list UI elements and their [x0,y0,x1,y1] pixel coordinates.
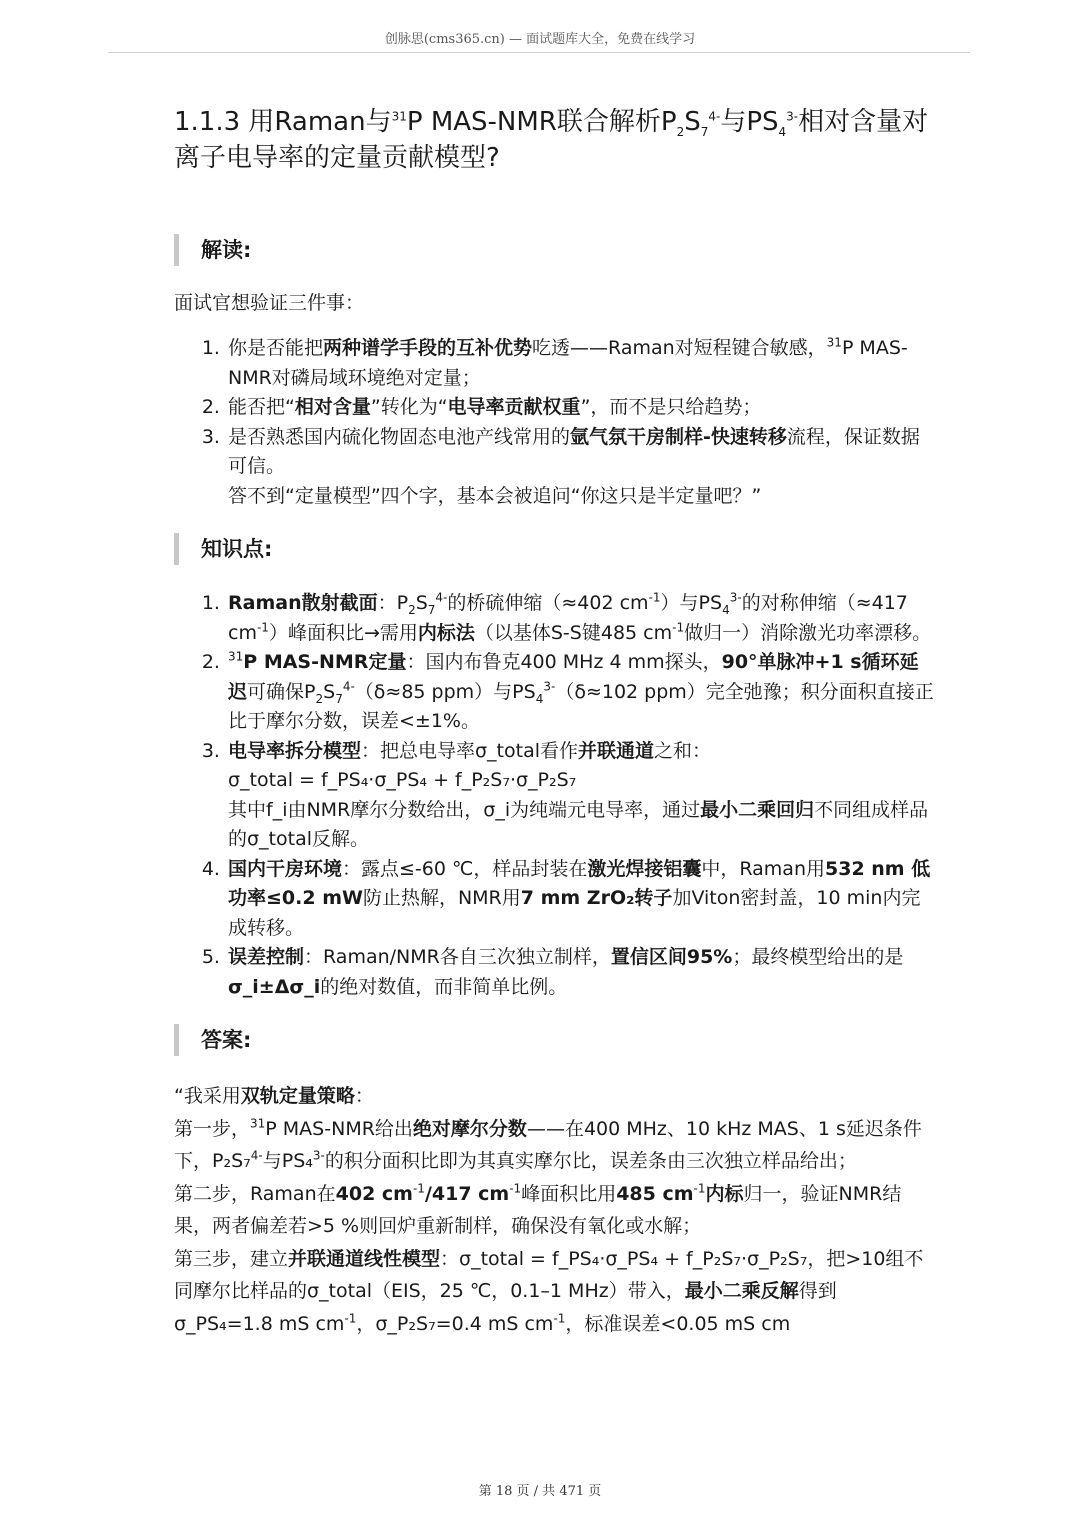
list-item: 1. 你是否能把两种谱学手段的互补优势吃透——Raman对短程键合敏感，$^{31}$P MAS-NMR对磷局域环境绝对定量； [226,334,934,393]
document-body [174,104,934,1340]
list-item: 2. 能否把“相对含量”转化为“电导率贡献权重”，而不是只给趋势； [226,393,934,423]
list-item: 3. 电导率拆分模型：把总电导率σ_total看作并联通道之和： σ_total = f_PS₄·σ_PS₄ + f_P₂S₇·σ_P₂S₇ 其中f_i由NMR摩尔分数给出，σ_i为纯端元电导率，通过最小二乘回归不同组成样品的σ_total反解。 [226,737,934,855]
header-divider [108,52,970,53]
list-item: 2. $^{31}$P MAS-NMR定量：国内布鲁克400 MHz 4 mm探头，90°单脉冲+1 s循环延迟可确保$P_2S_7^{4-}(\delta\approx 85$ ppm）与$PS_4^{3-}(\delta\approx 102$ ppm）完全弛豫；积分面积直接正比于摩尔分数，误差<±1%。 [226,648,934,737]
interpretation-list [174,334,934,511]
page-number: 第 18 页 / 共 471 页 [478,1484,602,1499]
intro-text: 面试官想验证三件事： [174,292,365,314]
list-item: 5. 误差控制：Raman/NMR各自三次独立制样，置信区间95%；最终模型给出的是σ_i±Δσ_i的绝对数值，而非简单比例。 [226,943,934,1002]
list-item: 3. 是否熟悉国内硫化物固态电池产线常用的氩气氛干房制样-快速转移流程，保证数据可信。 答不到“定量模型”四个字，基本会被追问“你这只是半定量吧？” [226,423,934,512]
page-header: 创脉思(cms365.cn) — 面试题库大全，免费在线学习 [384,32,696,47]
knowledge-list [174,589,934,1002]
answer-text: “我采用双轨定量策略： 第一步，$^{31}$P MAS-NMR给出绝对摩尔分数——在400 MHz、10 kHz MAS、1 s延迟条件下，P₂S₇$^{4-}$与PS₄$^{3-}$的积分面积比即为其真实摩尔比，误差条由三次独立样品给出； 第二步，Raman在402 $cm^{-1}/417$ $cm^{-1}$峰面积比用485 $cm^{-1}$内标归一，验证NMR结果，两者偏差若>5 %则回炉重新制样，确保没有氧化或水解； 第三步，建立并联通道线性模型：σ_total = f_PS₄·σ_PS₄ + f_P₂S₇·σ_P₂S₇，把>10组不同摩尔比样品的σ_total（EIS，25 ℃，0.1–1 MHz）带入，最小二乘反解得到σ_PS₄=1.8 mS $cm^{-1}$，σ_P₂S₇=0.4 mS $cm^{-1}$，标准误差<0.05 mS cm [174,1085,924,1335]
section-heading-interpretation: 解读: [174,234,934,266]
section-heading-answer: 答案: [174,1024,934,1056]
question-title: 1.1.3 用Raman与$^{31}$P MAS-NMR联合解析$P_2S_7^{4-}$与$PS_4^{3-}$相对含量对离子电导率的定量贡献模型? [174,107,929,173]
list-item: 1. Raman散射截面：$P_2S_7^{4-}$的桥硫伸缩（≈402 $cm^{-1}$）与$PS_4^{3-}$的对称伸缩（≈417 $cm^{-1}$）峰面积比→需用内标法（以基体S-S键485 $cm^{-1}$做归一）消除激光功率漂移。 [226,589,934,648]
list-item: 4. 国内干房环境：露点≤-60 ℃，样品封装在激光焊接铝囊中，Raman用532 nm 低功率≤0.2 mW防止热解，NMR用7 mm ZrO₂转子加Viton密封盖，10 min内完成转移。 [226,855,934,944]
section-heading-knowledge: 知识点: [174,533,934,565]
